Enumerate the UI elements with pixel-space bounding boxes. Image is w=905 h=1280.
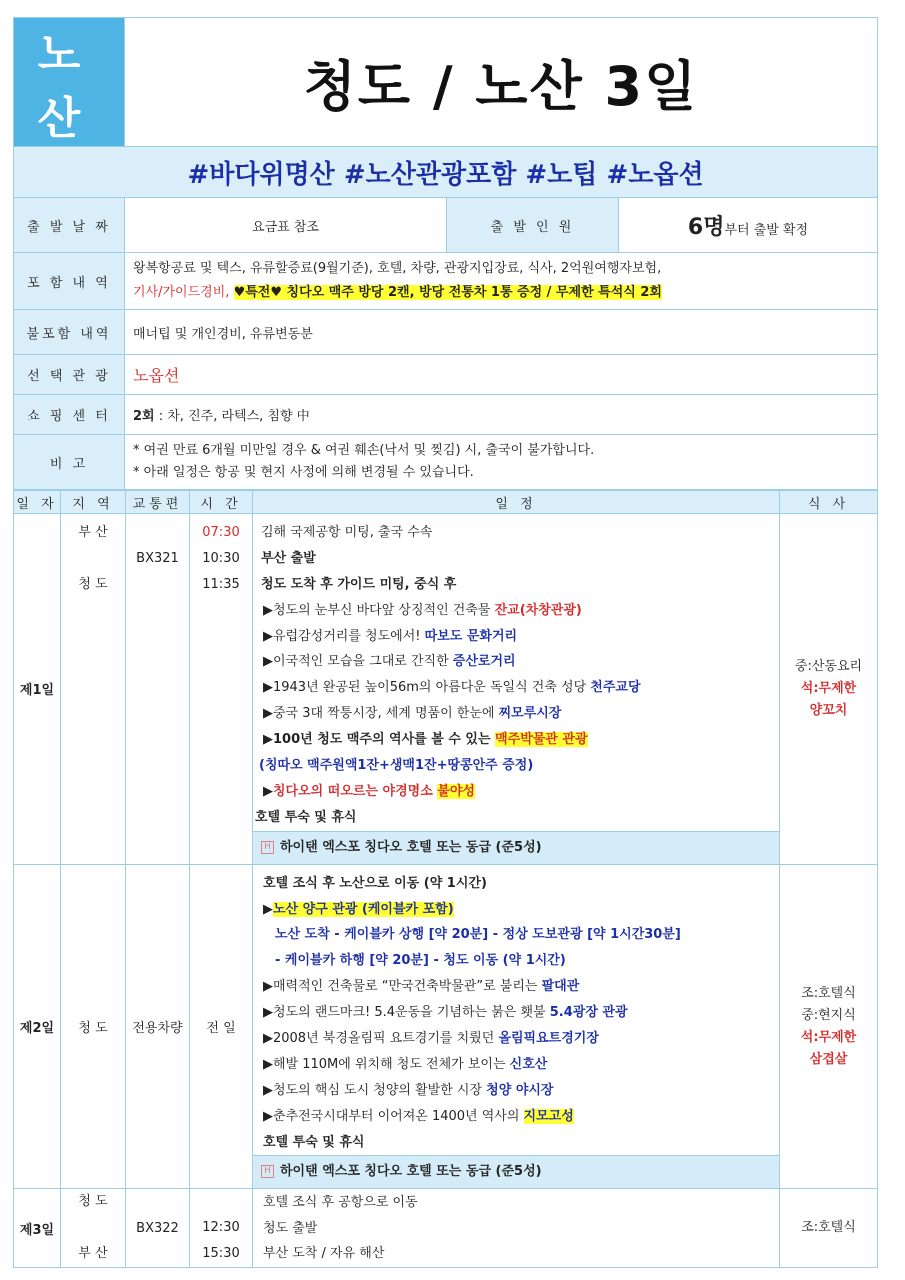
- day3-line3: 부산 도착 / 자유 해산: [263, 1246, 385, 1262]
- remarks-line1: * 여권 만료 6개월 미만일 경우 & 여권 훼손(낙서 및 찢김) 시, 출국이 불가합니다.: [133, 443, 595, 458]
- day1-line11: ▶칭다오의 떠오르는 야경명소 불야성: [263, 783, 475, 799]
- day1-meals: [780, 514, 878, 865]
- day2-line2: ▶노산 양구 관광 (케이블카 포함): [263, 901, 454, 917]
- day3-line1: 호텔 조식 후 공항으로 이동: [263, 1194, 418, 1210]
- day1-meal-dinner: 석:무제한: [800, 680, 857, 696]
- day1-region-busan: 부 산: [78, 525, 108, 540]
- day2-meal-lunch: 중:현지식: [801, 1007, 856, 1023]
- day2-itinerary: [253, 864, 780, 1189]
- title-left: 노 산: [14, 18, 125, 147]
- hotel-icon: H: [261, 1165, 274, 1178]
- day1-line7: ▶1943년 완공된 높이56m의 아름다운 독일식 건축 성당 천주교당: [263, 680, 641, 696]
- day2-label: 제2일: [14, 864, 61, 1189]
- remarks-value: [125, 435, 878, 490]
- departure-value: 요금표 참조: [125, 198, 447, 253]
- day3-meal-breakfast: 조:호텔식: [780, 1189, 878, 1268]
- day2-region: 청 도: [61, 864, 126, 1189]
- remarks-label: 비 고: [14, 435, 125, 490]
- day1-label: 제1일: [14, 514, 61, 865]
- header-day: 일 자: [14, 491, 61, 514]
- excludes-label: 불포함 내역: [14, 310, 125, 355]
- people-count: 6명: [687, 214, 725, 240]
- day2-time: 전 일: [190, 864, 253, 1189]
- header-itinerary: 일 정: [253, 491, 780, 514]
- day1-line10: (칭따오 맥주원액1잔+생맥1잔+땅콩안주 증정): [259, 758, 534, 774]
- includes-line2: [133, 281, 877, 305]
- day1-line4: ▶청도의 눈부신 바다앞 상징적인 건축물 잔교(차창관광): [263, 602, 582, 618]
- header-transport: 교통편: [126, 491, 190, 514]
- day1-itinerary: [253, 514, 780, 865]
- includes-guide-fee: 기사/가이드경비,: [133, 285, 230, 300]
- optional-value: 노옵션: [125, 355, 878, 395]
- day1-line6: ▶이국적인 모습을 그대로 간직한 증산로거리: [263, 654, 516, 670]
- day2-line9: ▶청도의 핵심 도시 청양의 활발한 시장 청양 야시장: [263, 1082, 554, 1098]
- day3-time: [190, 1189, 253, 1268]
- day1-time-meeting: 07:30: [202, 525, 240, 540]
- day2-meal-dinner-menu: 삼겹살: [809, 1051, 848, 1067]
- day3-region-busan: 부 산: [78, 1246, 108, 1262]
- day2-line7: ▶2008년 북경올림픽 요트경기를 치뤘던 올림픽요트경기장: [263, 1031, 599, 1047]
- day1-region-qingdao: 청 도: [78, 577, 108, 592]
- day3-time-arrive: 15:30: [202, 1246, 240, 1262]
- day3-itinerary: [253, 1189, 780, 1268]
- day1-time: [190, 514, 253, 865]
- day1-line2: 부산 출발: [261, 550, 316, 566]
- excludes-value: 매너팁 및 개인경비, 유류변동분: [125, 310, 878, 355]
- info-table: [13, 17, 878, 490]
- day3-label: 제3일: [14, 1189, 61, 1268]
- people-suffix: 부터 출발 확정: [724, 222, 809, 238]
- shopping-count: 2회: [133, 409, 155, 424]
- day1-region: [61, 514, 126, 865]
- day2-meals: [780, 864, 878, 1189]
- day1-line9: ▶100년 청도 맥주의 역사를 볼 수 있는 맥주박물관 관광: [263, 732, 588, 748]
- day1-line5: ▶유럽감성거리를 청도에서! 따보도 문화거리: [263, 628, 518, 644]
- day2-line1: 호텔 조식 후 노산으로 이동 (약 1시간): [263, 875, 487, 891]
- header-meals: 식 사: [780, 491, 878, 514]
- day3-region-qingdao: 청 도: [78, 1194, 108, 1210]
- day2-hotel: H 하이탠 엑스포 칭다오 호텔 또는 동급 (준5성): [253, 1155, 779, 1188]
- day2-meal-breakfast: 조:호텔식: [801, 985, 856, 1001]
- page-title: 청도 / 노산 3일: [125, 18, 878, 147]
- remarks-line2: * 아래 일정은 항공 및 현지 사정에 의해 변경될 수 있습니다.: [133, 465, 474, 480]
- day2-line10: ▶춘추전국시대부터 이어져온 1400년 역사의 지모고성: [263, 1108, 574, 1124]
- day1-line3: 청도 도착 후 가이드 미팅, 중식 후: [261, 576, 457, 592]
- day1-transport: [126, 514, 190, 865]
- people-label: 출 발 인 원: [447, 198, 619, 253]
- day2-line3: 노산 도착 - 케이블카 상행 [약 20분] - 정상 도보관광 [약 1시간30분]: [275, 927, 681, 943]
- day2-line6: ▶청도의 랜드마크! 5.4운동을 기념하는 붉은 횃불 5.4광장 관광: [263, 1005, 628, 1021]
- day2-line11: 호텔 투숙 및 휴식: [263, 1134, 365, 1150]
- day2-line4: - 케이블카 하행 [약 20분] - 청도 이동 (약 1시간): [275, 953, 566, 969]
- hotel-icon: H: [261, 841, 274, 854]
- day3-flight: BX322: [126, 1189, 190, 1268]
- shopping-value: [125, 395, 878, 435]
- day2-transport: 전용차량: [126, 864, 190, 1189]
- day2-line8: ▶해발 110M에 위치해 청도 전체가 보이는 신호산: [263, 1056, 548, 1072]
- people-value: [619, 198, 878, 253]
- day3-region: [61, 1189, 126, 1268]
- hashtags: #바다위명산 #노산관광포함 #노팁 #노옵션: [14, 147, 878, 198]
- day3-line2: 청도 출발: [263, 1220, 318, 1236]
- day1-meal-lunch: 중:산동요리: [794, 658, 863, 674]
- day1-meal-dinner-menu: 양꼬치: [809, 702, 848, 718]
- day1-hotel: H 하이탠 엑스포 칭다오 호텔 또는 동급 (준5성): [253, 831, 779, 864]
- day1-time-arrive: 11:35: [202, 577, 240, 592]
- includes-line1: 왕복항공료 및 텍스, 유류할증료(9월기준), 호텔, 차량, 관광지입장료, 식사, 2억원여행자보험,: [133, 261, 662, 276]
- departure-label: 출 발 날 짜: [14, 198, 125, 253]
- day1-line8: ▶중국 3대 짝퉁시장, 세계 명품이 한눈에 찌모루시장: [263, 706, 562, 722]
- optional-label: 선 택 관 광: [14, 355, 125, 395]
- includes-value: [125, 253, 878, 310]
- includes-special: ♥특전♥ 칭다오 맥주 방당 2캔, 방당 전통차 1통 증정 / 무제한 특석식 2회: [233, 285, 662, 300]
- header-region: 지 역: [61, 491, 126, 514]
- day1-line1: 김해 국제공항 미팅, 출국 수속: [261, 525, 433, 540]
- schedule-table: [13, 490, 878, 1268]
- day2-line5: ▶매력적인 건축물로 “만국건축박물관”로 불리는 팔대관: [263, 979, 580, 995]
- includes-label: 포 함 내 역: [14, 253, 125, 310]
- day1-time-depart: 10:30: [202, 551, 240, 566]
- shopping-items: : 차, 진주, 라텍스, 침향 中: [154, 409, 310, 424]
- day1-flight: BX321: [136, 551, 179, 566]
- day2-meal-dinner: 석:무제한: [800, 1029, 857, 1045]
- itinerary-sheet: [13, 17, 877, 1268]
- day1-line12: 호텔 투숙 및 휴식: [255, 809, 357, 825]
- header-time: 시 간: [190, 491, 253, 514]
- day3-time-depart: 12:30: [202, 1220, 240, 1236]
- shopping-label: 쇼 핑 센 터: [14, 395, 125, 435]
